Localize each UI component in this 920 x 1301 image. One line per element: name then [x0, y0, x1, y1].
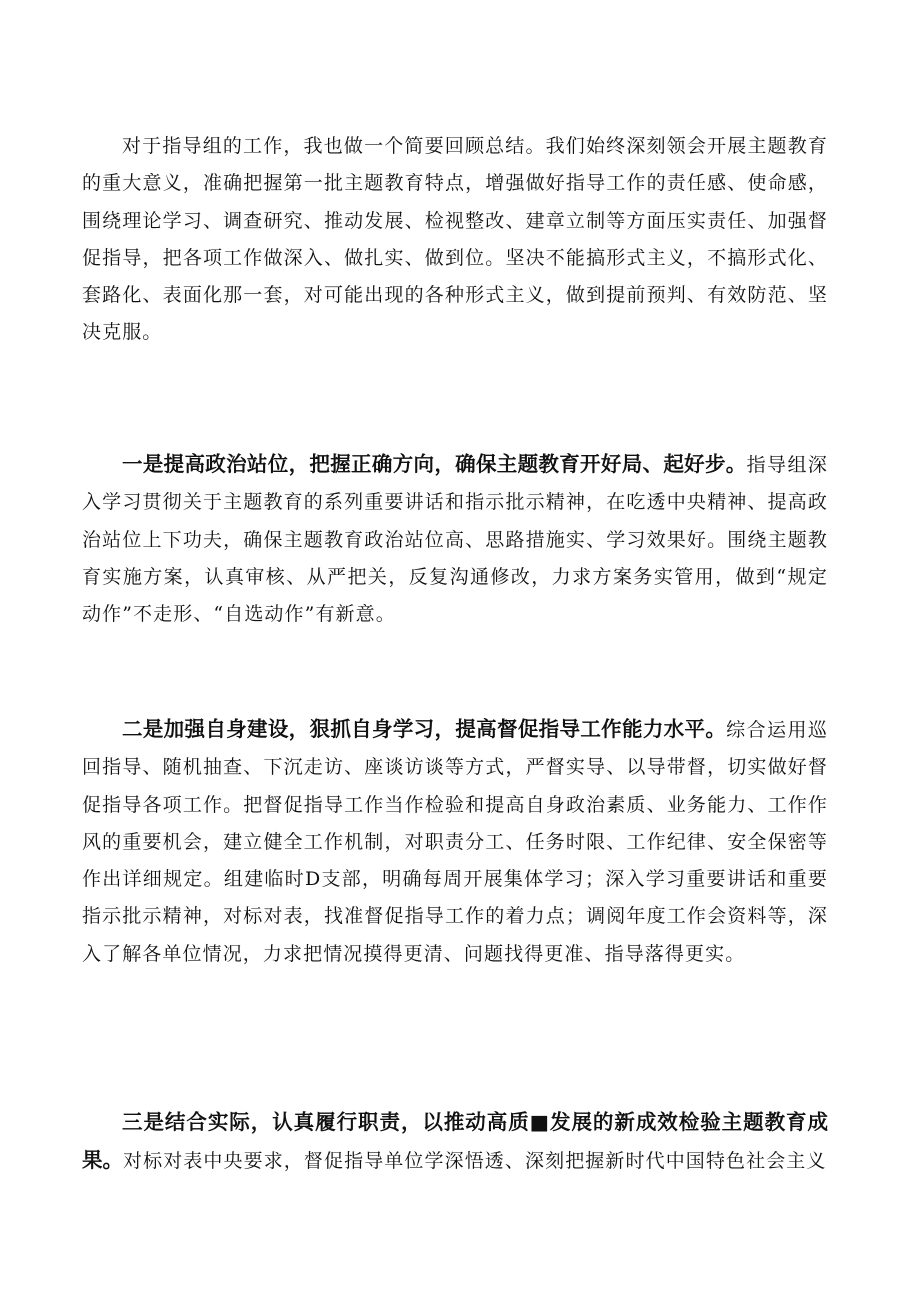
paragraph-lead-heading: 三是结合实际，认真履行职责，以推动高质■发展的新成效检验主题教育成果。	[82, 1110, 828, 1173]
paragraph-body: 对于指导组的工作，我也做一个简要回顾总结。我们始终深刻领会开展主题教育的重大意义，准确把握第一批主题教育特点，增强做好指导工作的责任感、使命感，围绕理论学习、调查研究、推动发展、检视整改、建章立制等方面压实责任、加强督促指导，把各项工作做深入、做扎实、做到位。坚决不能搞形式主义，不搞形式化、套路化、表面化那一套，对可能出现的各种形式主义，做到提前预判、有效防范、坚决克服。	[82, 135, 828, 344]
paragraph-body: 对标对表中央要求，督促指导单位学深悟透、深刻把握新时代中国特色社会主义	[123, 1150, 827, 1173]
paragraph-lead-heading: 一是提高政治站位，把握正确方向，确保主题教育开好局、起好步。	[122, 452, 747, 476]
paragraph-body: 综合运用巡回指导、随机抽查、下沉走访、座谈访谈等方式，严督实导、以导带督，切实做好督促指导各项工作。把督促指导工作当作检验和提高自身政治素质、业务能力、工作作风的重要机会，建立健全工作机制，对职责分工、任务时限、工作纪律、安全保密等作出详细规定。组建临时D支部，明确每周开展集体学习；深入学习重要讲话和重要指示批示精神，对标对表，找准督促指导工作的着力点；调阅年度工作会资料等，深入了解各单位情况，力求把情况摸得更清、问题找得更准、指导落得更实。	[82, 719, 828, 965]
paragraph-lead-heading: 二是加强自身建设，狠抓自身学习，提高督促指导工作能力水平。	[122, 717, 727, 741]
point-three-paragraph	[82, 1104, 828, 1181]
point-two-paragraph	[82, 711, 828, 973]
point-one-paragraph	[82, 446, 828, 633]
intro-paragraph	[82, 128, 828, 352]
paragraph-body: 指导组深入学习贯彻关于主题教育的系列重要讲话和指示批示精神，在吃透中央精神、提高政治站位上下功夫，确保主题教育政治站位高、思路措施实、学习效果好。围绕主题教育实施方案，认真审核、从严把关，反复沟通修改，力求方案务实管用，做到“规定动作”不走形、“自选动作”有新意。	[82, 454, 829, 626]
